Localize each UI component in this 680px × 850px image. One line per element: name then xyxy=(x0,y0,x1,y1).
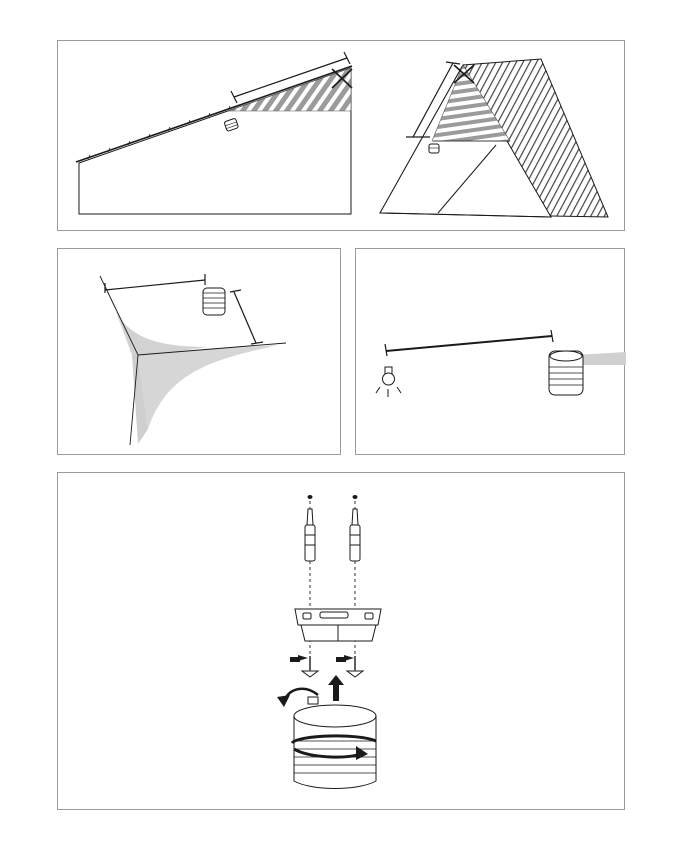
smoke-detector-icon xyxy=(429,144,439,153)
lamp-distance-panel xyxy=(355,248,625,455)
guide-lines xyxy=(310,501,355,671)
dead-air-zone xyxy=(228,68,351,111)
roof-slope-placement-panel xyxy=(57,40,625,231)
distance-dimension xyxy=(385,330,553,356)
single-slope-roof xyxy=(76,52,352,214)
roof-diagrams xyxy=(58,41,626,232)
mounting-instructions-panel xyxy=(57,472,625,810)
lamp-diagram xyxy=(356,249,626,456)
horizontal-dimension xyxy=(105,274,205,293)
wall-plug-right xyxy=(350,509,360,561)
light-bulb-icon xyxy=(376,367,401,397)
wall-plug-left xyxy=(305,509,315,561)
mounting-base-plate xyxy=(295,609,381,641)
screw-left xyxy=(290,655,318,677)
up-arrow-icon xyxy=(328,675,344,701)
screw-right xyxy=(336,655,363,677)
rotate-arrow-icon xyxy=(277,689,318,707)
smoke-detector-icon xyxy=(549,351,583,395)
a-frame-roof xyxy=(380,59,608,217)
drill-hole-marks xyxy=(308,495,358,499)
smoke-detector-icon xyxy=(203,288,225,315)
vertical-dimension xyxy=(230,290,263,344)
corner-diagram xyxy=(58,249,342,456)
smoke-detector-body xyxy=(294,705,376,789)
ceiling-corner-distance-panel xyxy=(57,248,341,455)
mounting-diagram xyxy=(58,473,626,811)
